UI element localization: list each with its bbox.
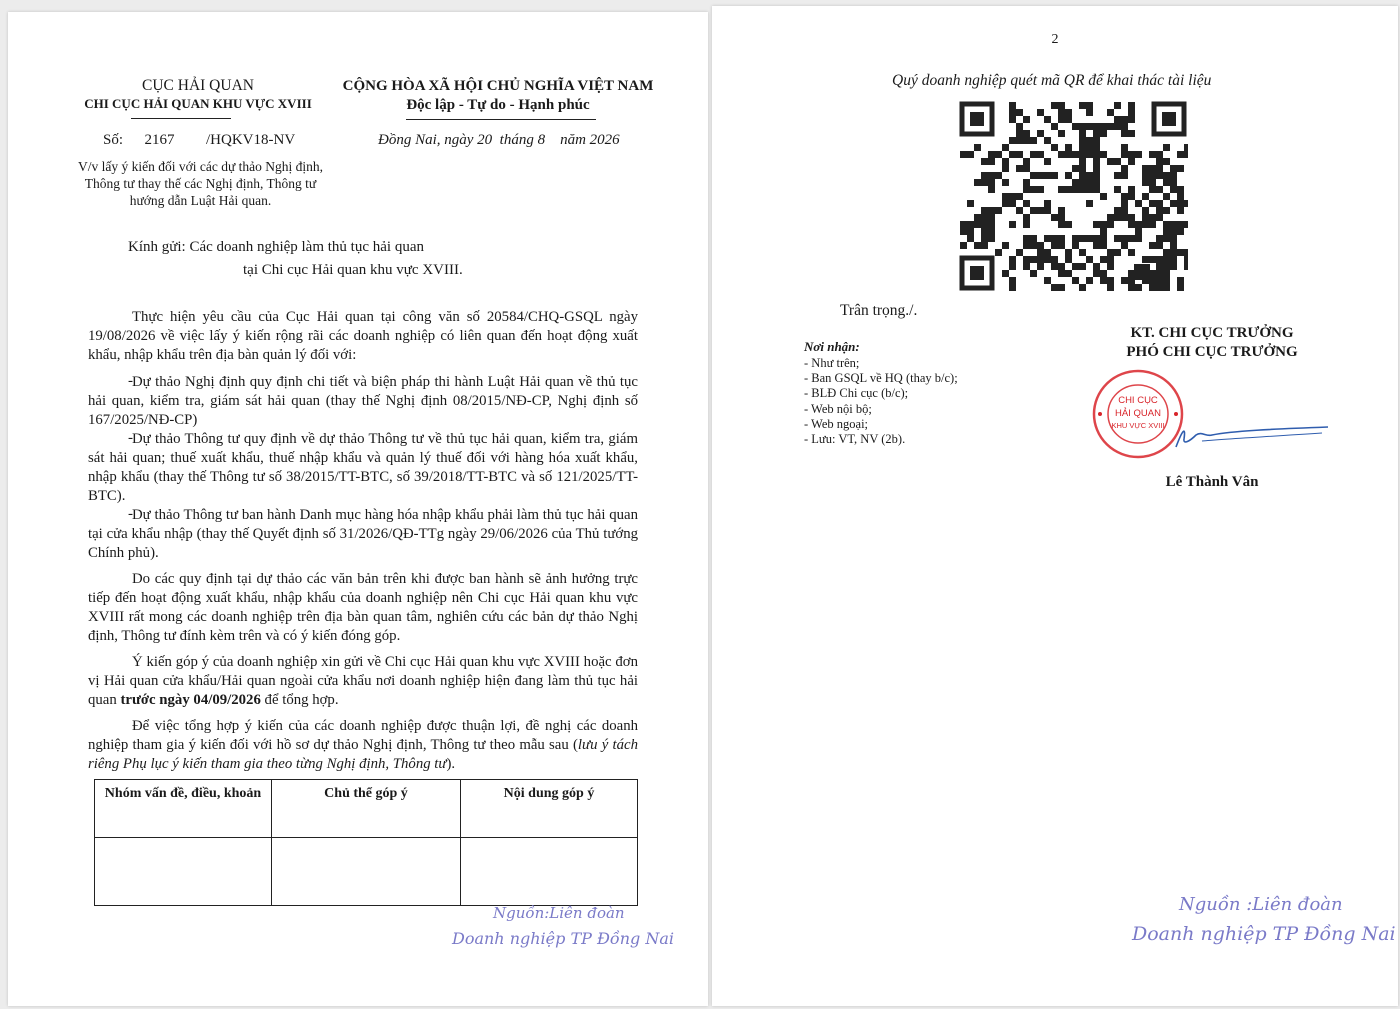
paragraph-3-text: Ý kiến góp ý của doanh nghiệp xin gửi về Chi cục Hải quan khu vực XVIII hoặc đơn vị Hải quan cửa khẩu/Hải quan ngoài cửa khẩu nơi doanh nghiệp hiện đang làm thủ tục hải quan	[88, 654, 638, 708]
table-cell	[272, 838, 461, 906]
bullet-dash-3: -	[128, 506, 133, 522]
sign-line-1: KT. CHI CỤC TRƯỞNG	[1130, 325, 1294, 341]
table-header-row	[95, 780, 638, 838]
agency-line-1: CỤC HẢI QUAN	[142, 77, 254, 94]
sign-line-2: PHÓ CHI CỤC TRƯỞNG	[1126, 344, 1298, 360]
paragraph-4	[88, 717, 638, 774]
recipient-line-1: Kính gửi: Các doanh nghiệp làm thủ tục hải quan	[128, 239, 424, 255]
stamp-line-2: HẢI QUAN	[1115, 408, 1161, 419]
list-item: - Như trên;	[804, 356, 860, 370]
recipients-title: Nơi nhận:	[804, 339, 860, 354]
list-item: - Ban GSQL về HQ (thay b/c);	[804, 371, 958, 386]
qr-instruction: Quý doanh nghiệp quét mã QR để khai thác tài liệu	[892, 72, 1212, 89]
motto-underline	[406, 119, 596, 120]
list-item: - Web nội bộ;	[804, 401, 872, 416]
paragraph-3-end: để tổng hợp.	[260, 692, 339, 708]
recipient-line-2: tại Chi cục Hải quan khu vực XVIII.	[243, 262, 463, 278]
page-number: 2	[1051, 32, 1059, 47]
stamp-line-1: CHI CỤC	[1118, 395, 1158, 406]
signer-name: Lê Thành Vân	[1165, 474, 1259, 490]
closing-phrase: Trân trọng./.	[840, 302, 918, 319]
table-header-cell: Nội dung góp ý	[461, 780, 638, 838]
recipient-block	[128, 236, 588, 282]
paragraph-3	[88, 653, 638, 710]
table-row	[95, 838, 638, 906]
table-cell	[95, 838, 272, 906]
agency-line-2: CHI CỤC HẢI QUAN KHU VỰC XVIII	[84, 96, 312, 111]
bullet-dash-2: -	[128, 430, 133, 446]
list-item: - Web ngoại;	[804, 416, 869, 431]
paragraph-4-text: Để việc tổng hợp ý kiến của các doanh nghiệp được thuận lợi, đề nghị các doanh nghiệp tham gia ý kiến đối với hồ sơ dự thảo Nghị định, Thông tư theo mẫu sau (	[88, 718, 638, 753]
deadline-text: trước ngày 04/09/2026	[120, 692, 261, 708]
document-page-1	[8, 12, 708, 1006]
source-watermark-line-1: Nguồn:Liên đoàn	[493, 904, 625, 922]
document-page-2	[712, 6, 1398, 1006]
nation-line-1: CỘNG HÒA XÃ HỘI CHỦ NGHĨA VIỆT NAM	[342, 78, 654, 94]
nation-motto: Độc lập - Tự do - Hạnh phúc	[406, 97, 590, 113]
bullet-item-2: Dự thảo Thông tư quy định về dự thảo Thông tư về thủ tục hải quan, kiểm tra, giám sát hải quan; thuế xuất khẩu, thuế nhập khẩu và quản lý thuế đối với hàng hóa xuất khẩu, nhập khẩu (thay thế Thông tư số 38/2015/TT-BTC, số 39/2018/TT-BTC và số 121/2025/TT-BTC).	[88, 431, 638, 504]
table-header-cell: Nhóm vấn đề, điều, khoản	[95, 780, 272, 838]
issuing-agency	[68, 77, 328, 113]
source-watermark-line-2: Doanh nghiệp TP Đồng Nai	[1132, 923, 1396, 945]
qr-code[interactable]	[958, 98, 1188, 294]
recipients-list	[804, 356, 958, 447]
list-item: - BLĐ Chi cục (b/c);	[804, 386, 909, 401]
agency-underline	[131, 118, 231, 119]
document-number	[103, 132, 295, 149]
table-header-cell: Chủ thể góp ý	[272, 780, 461, 838]
paragraph-1: Thực hiện yêu cầu của Cục Hải quan tại công văn số 20584/CHQ-GSQL ngày 19/08/2026 về việc lấy ý kiến rộng rãi các doanh nghiệp có liên quan đến hoạt động xuất khẩu, nhập khẩu trên địa bàn quản lý đối với:	[88, 309, 638, 363]
paragraph-2: Do các quy định tại dự thảo các văn bản trên khi được ban hành sẽ ảnh hưởng trực tiếp đến hoạt động xuất khẩu, nhập khẩu của doanh nghiệp nên Chi cục Hải quan khu vực XVIII rất mong các doanh nghiệp trên địa bàn quan tâm, nghiên cứu các bản dự thảo Nghị định, Thông tư đính kèm trên và có ý kiến đóng góp.	[88, 571, 638, 644]
source-watermark-line-2: Doanh nghiệp TP Đồng Nai	[452, 929, 674, 948]
list-item: - Lưu: VT, NV (2b).	[804, 432, 906, 447]
doc-number-suffix: /HQKV18-NV	[206, 132, 296, 148]
national-header	[333, 77, 663, 115]
doc-number-value: 2167	[144, 132, 175, 148]
doc-number-label: Số:	[103, 132, 124, 148]
handwritten-signature	[1172, 421, 1332, 451]
place-and-date: Đồng Nai, ngày 20 tháng 8 năm 2026	[378, 132, 620, 148]
paragraph-4-end: ).	[446, 756, 456, 772]
feedback-form-table	[94, 779, 638, 906]
table-cell	[461, 838, 638, 906]
bullet-dash-1: -	[128, 373, 133, 389]
bullet-item-3: Dự thảo Thông tư ban hành Danh mục hàng hóa nhập khẩu phải làm thủ tục hải quan tại cửa khẩu nhập (thay thế Quyết định số 31/2026/QĐ-TTg ngày 29/06/2026 của Thủ tướng Chính phủ).	[88, 507, 638, 561]
bullet-item-1: Dự thảo Nghị định quy định chi tiết và biện pháp thi hành Luật Hải quan về thủ tục hải quan, kiểm tra, giám sát hải quan (thay thế Nghị định 08/2015/NĐ-CP, Nghị định số 167/2025/NĐ-CP)	[88, 374, 638, 428]
document-subject: V/v lấy ý kiến đối với các dự thảo Nghị định, Thông tư thay thế các Nghị định, Thông tư hướng dẫn Luật Hải quan.	[77, 159, 324, 208]
source-watermark-line-1: Nguồn :Liên đoàn	[1179, 894, 1343, 915]
stamp-line-3: KHU VỰC XVIII	[1111, 421, 1165, 430]
paragraph-4-note: lưu ý tách riêng Phụ lục ý kiến tham gia theo từng Nghị định, Thông tư	[88, 737, 638, 772]
signatory-title	[1112, 324, 1312, 362]
